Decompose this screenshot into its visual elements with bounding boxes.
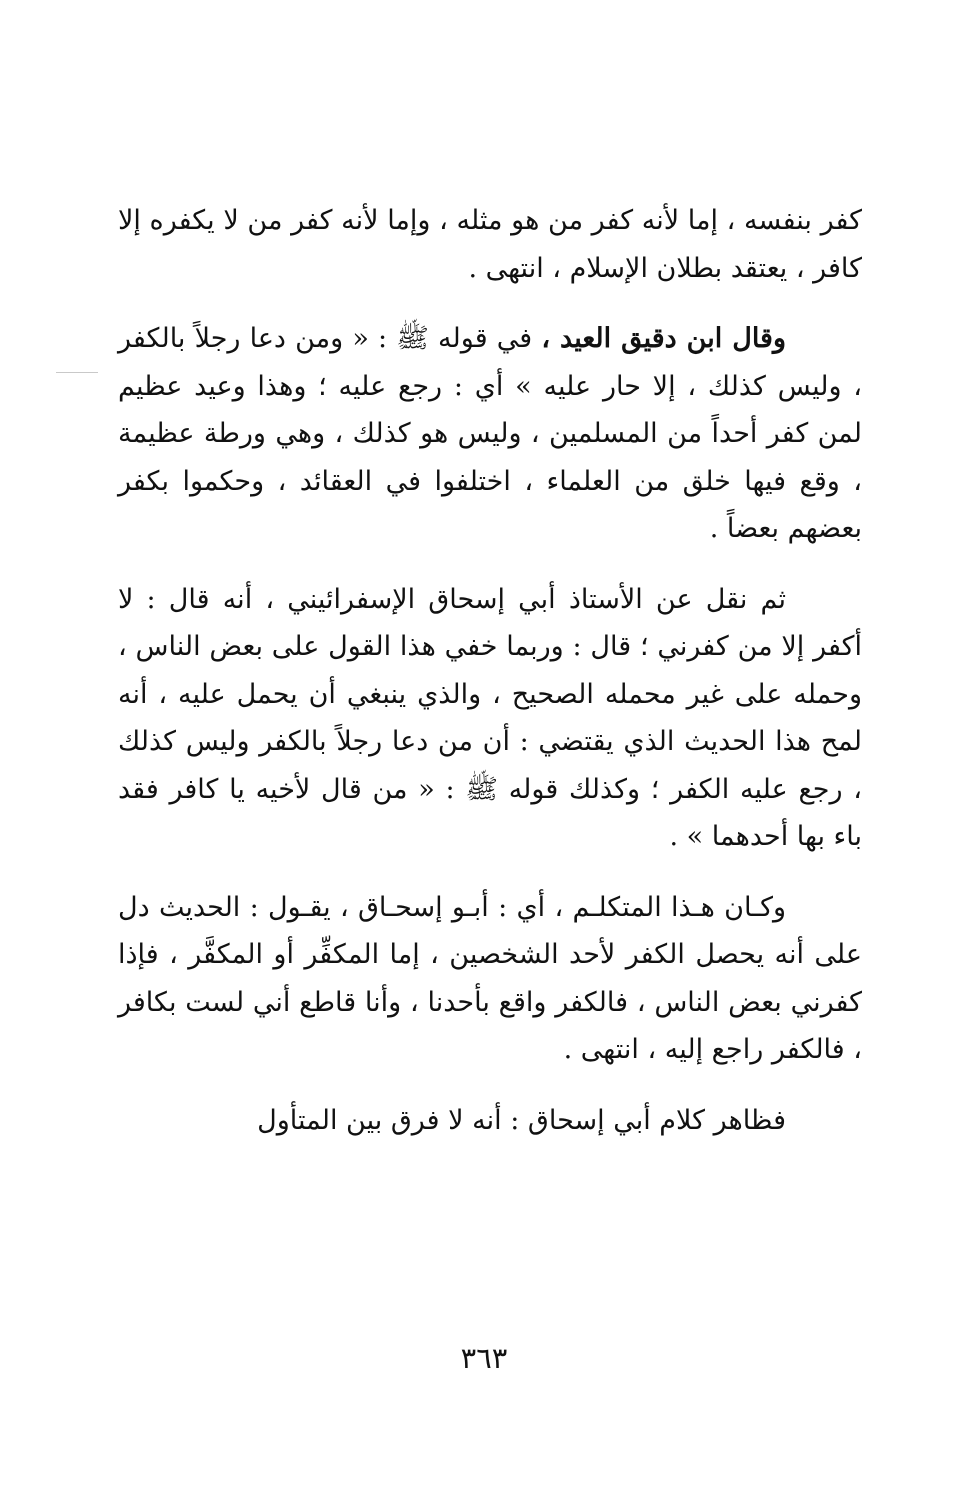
- paragraph-3: [118, 576, 862, 861]
- paragraph-2-text: في قوله ﷺ : « ومن دعا رجلاً بالكفر ، وليس كذلك ، إلا حار عليه » أي : رجع عليه ؛ وهذا وعيد عظيم لمن كفر أحداً من المسلمين ، وليس هو كذلك ، وهي ورطة عظيمة ، وقع فيها خلق من العلماء ، اختلفوا في العقائد ، وحكموا بكفر بعضهم بعضاً .: [118, 323, 862, 544]
- paragraph-3-text: ثم نقل عن الأستاذ أبي إسحاق الإسفرائيني ، أنه قال : لا أكفر إلا من كفرني ؛ قال : وربما خفي هذا القول على بعض الناس ، وحمله على غير محمله الصحيح ، والذي ينبغي أن يحمل عليه ، أنه لمح هذا الحديث الذي يقتضي : أن من دعا رجلاً بالكفر وليس كذلك ، رجع عليه الكفر ؛ وكذلك قوله ﷺ : « من قال لأخيه يا كافر فقد باء بها أحدهما » .: [118, 583, 862, 852]
- paragraph-5-text: فظاهر كلام أبي إسحاق : أنه لا فرق بين المتأول: [257, 1104, 786, 1136]
- paragraph-2: [118, 315, 862, 553]
- page-body: [118, 197, 862, 1167]
- page-number: ٣٦٣: [460, 1341, 508, 1375]
- paragraph-4-text: وكـان هـذا المتكلـم ، أي : أبـو إسحـاق ، يقـول : الحديث دل على أنه يحصل الكفر لأحد الشخصين ، إما المكفِّر أو المكفَّر ، فإذا كفرني بعض الناس ، فالكفر واقع بأحدنا ، وأنا قاطع أني لست بكافر ، فالكفر راجع إليه ، انتهى .: [118, 891, 862, 1065]
- paragraph-4: [118, 884, 862, 1074]
- paragraph-1-text: كفر بنفسه ، إما لأنه كفر من هو مثله ، وإما لأنه كفر من لا يكفره إلا كافر ، يعتقد بطلان الإسلام ، انتهى .: [118, 205, 862, 284]
- paragraph-5: [118, 1097, 862, 1145]
- paragraph-1: [118, 197, 862, 292]
- paragraph-2-heading: وقال ابن دقيق العيد ،: [541, 323, 786, 354]
- margin-mark: [56, 372, 98, 373]
